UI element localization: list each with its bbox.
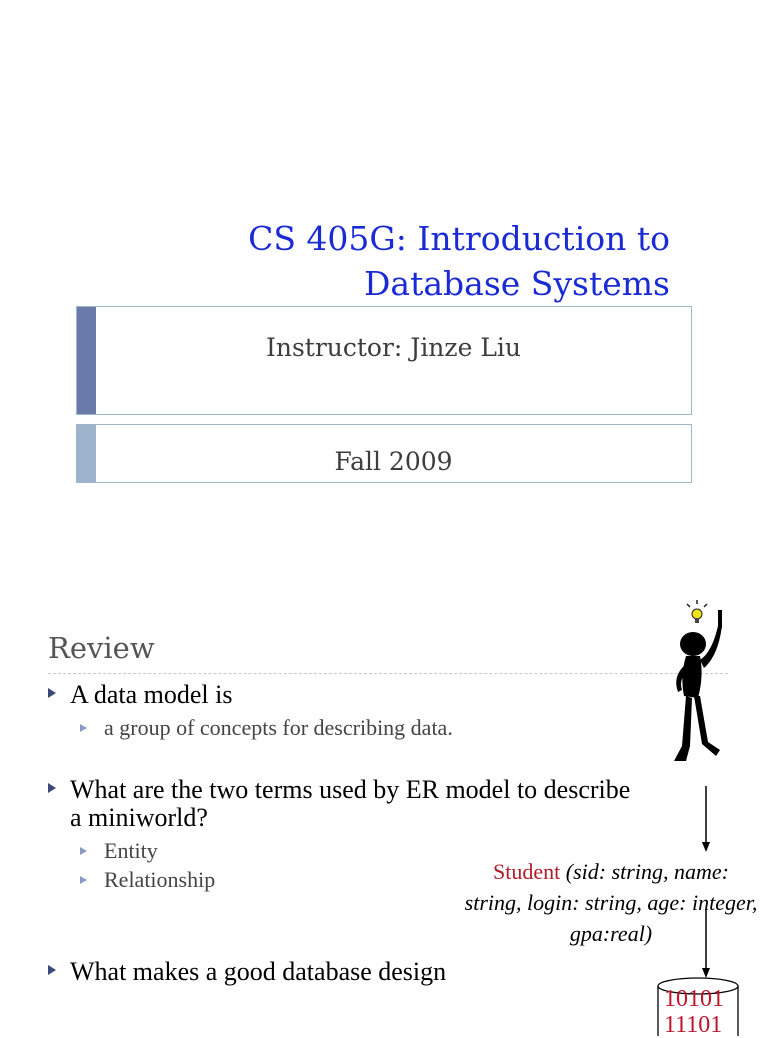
sub-bullet-data-model-def: a group of concepts for describing data.: [104, 715, 453, 740]
slide-title-line1: CS 405G: Introduction to: [248, 219, 670, 258]
sub-bullet-entity: Entity: [104, 838, 158, 863]
schema-line3: gpa:real): [569, 921, 653, 946]
bullet-triangle-icon: [48, 783, 56, 793]
bullet-triangle-icon: [48, 965, 56, 975]
review-heading: Review: [48, 631, 155, 665]
bullet-er-terms-line1: What are the two terms used by ER model to describe: [70, 775, 631, 804]
heading-divider: [48, 673, 728, 674]
instructor-box: [76, 306, 692, 415]
data-line1: 10101: [664, 986, 724, 1012]
bullet-er-terms-line2: a miniworld?: [70, 803, 208, 832]
bullet-triangle-icon: [80, 724, 87, 732]
bullet-triangle-icon: [80, 876, 87, 884]
term-text: Fall 2009: [334, 447, 453, 476]
thinking-figure-icon: [660, 596, 740, 771]
cylinder-data: [664, 986, 724, 1038]
bullet-triangle-icon: [48, 688, 56, 698]
bullet-triangle-icon: [80, 847, 87, 855]
data-line2: 11101: [664, 1012, 723, 1038]
sub-bullet-relationship: Relationship: [104, 867, 216, 892]
instructor-text: Instructor: Jinze Liu: [265, 333, 522, 362]
term-box: [76, 424, 692, 483]
instructor-accent-bar: [77, 307, 96, 414]
student-schema: [416, 856, 768, 949]
schema-line1: (sid: string, name:: [565, 859, 729, 884]
term-accent-bar: [77, 425, 96, 482]
entity-name: Student: [493, 859, 561, 884]
slide-title: [248, 216, 670, 306]
lightbulb-icon: [687, 600, 707, 623]
slide-title-line2: Database Systems: [363, 264, 670, 303]
schema-line2: string, login: string, age: integer,: [464, 890, 758, 915]
bullet-er-terms: [70, 776, 630, 832]
bullet-good-design: What makes a good database design: [70, 957, 447, 986]
bullet-data-model: A data model is: [70, 680, 233, 709]
